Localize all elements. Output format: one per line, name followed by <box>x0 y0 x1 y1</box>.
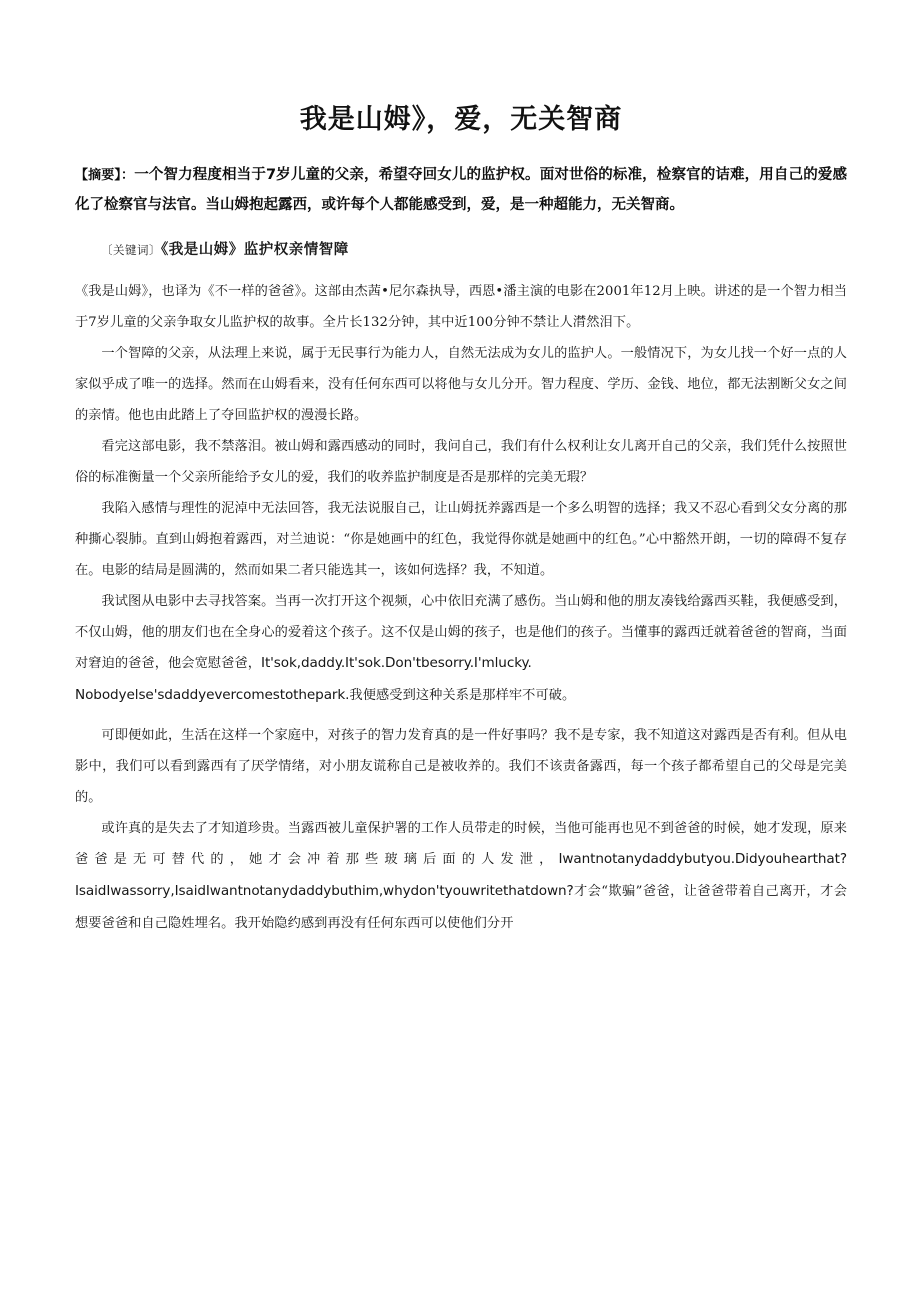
body-paragraph: 我陷入感情与理性的泥淖中无法回答，我无法说服自己，让山姆抚养露西是一个多么明智的选择；我又不忍心看到父女分离的那种撕心裂肺。直到山姆抱着露西，对兰迪说：“你是她画中的红色，我觉得你就是她画中的红色。”心中豁然开朗，一切的障碍不复存在。电影的结局是圆满的，然而如果二者只能选其一，该如何选择？我，不知道。 <box>75 500 847 578</box>
page-title: 我是山姆》，爱，无关智商 <box>299 104 623 135</box>
paragraph-spacer <box>75 712 847 720</box>
paragraph-lead-text: 或许真的是失去了才知道珍贵。当露西被儿童保护署的工作人员带走的时候，当他可能再也见不到爸爸的时候，她才发现，原来爸爸是无可替代的，她才会冲着那些玻璃后面的人发泄， <box>75 820 847 867</box>
body-paragraph: 一个智障的父亲，从法理上来说，属于无民事行为能力人，自然无法成为女儿的监护人。一般情况下，为女儿找一个好一点的人家似乎成了唯一的选择。然而在山姆看来，没有任何东西可以将他与女儿分开。智力程度、学历、金钱、地位，都无法割断父女之间的亲情。他也由此踏上了夺回监护权的漫漫长路。 <box>75 345 847 423</box>
body-paragraph-quote-continued <box>75 680 847 712</box>
abstract-label: 【摘要】： <box>75 167 135 183</box>
body-paragraph: 《我是山姆》，也译为《不一样的爸爸》。这部由杰茜•尼尔森执导，西恩•潘主演的电影在2001年12月上映。讲述的是一个智力相当于7岁儿童的父亲争取女儿监护权的故事。全片长132分钟，其中近100分钟不禁让人潸然泪下。 <box>75 283 847 330</box>
english-quote: It'sok,daddy.It'sok.Don'tbesorry.I'mlucky. <box>261 655 532 671</box>
keywords-label: 〔关键词〕 <box>101 242 161 257</box>
paragraph-tail-text: 才会“欺骗”爸爸，让爸爸带着自己离开，才会想要爸爸和自己隐姓埋名。我开始隐约感到再没有任何东西可以使他们分开 <box>75 883 847 931</box>
body-paragraph: 可即便如此，生活在这样一个家庭中，对孩子的智力发育真的是一件好事吗？我不是专家，我不知道这对露西是否有利。但从电影中，我们可以看到露西有了厌学情绪，对小朋友谎称自己是被收养的。我们不该责备露西，每一个孩子都希望自己的父母是完美的。 <box>75 727 847 805</box>
paragraph-tail-text: 我便感受到这种关系是那样牢不可破。 <box>349 687 576 703</box>
abstract-section <box>75 137 847 221</box>
body-paragraph-with-quote <box>75 586 847 680</box>
document-content <box>75 0 847 939</box>
body-paragraph-with-quote <box>75 813 847 939</box>
keywords-section <box>75 221 847 263</box>
keywords-text: 《我是山姆》监护权亲情智障 <box>161 241 349 258</box>
body-paragraph: 看完这部电影，我不禁落泪。被山姆和露西感动的同时，我问自己，我们有什么权利让女儿离开自己的父亲，我们凭什么按照世俗的标准衡量一个父亲所能给予女儿的爱，我们的收养监护制度是否是那样的完美无瑕？ <box>75 438 847 485</box>
english-quote: Nobodyelse'sdaddyevercomestothepark. <box>75 686 350 703</box>
english-quote: Iwantnotanydaddybutyou.Didyouhearthat?IsaidIwassorry,IsaidIwantnotanydaddybuthim,whydon'tyouwritethatdown? <box>75 850 847 899</box>
paragraph-lead-text: 我试图从电影中去寻找答案。当再一次打开这个视频，心中依旧充满了感伤。当山姆和他的朋友凑钱给露西买鞋，我便感受到，不仅山姆，他的朋友们也在全身心的爱着这个孩子。这不仅是山姆的孩子，也是他们的孩子。当懂事的露西迁就着爸爸的智商，当面对窘迫的爸爸，他会宽慰爸爸， <box>75 593 847 671</box>
abstract-text: 一个智力程度相当于7岁儿童的父亲，希望夺回女儿的监护权。面对世俗的标准，检察官的诘难，用自己的爱感化了检察官与法官。当山姆抱起露西，或许每个人都能感受到，爱，是一种超能力，无关智商。 <box>75 166 847 214</box>
